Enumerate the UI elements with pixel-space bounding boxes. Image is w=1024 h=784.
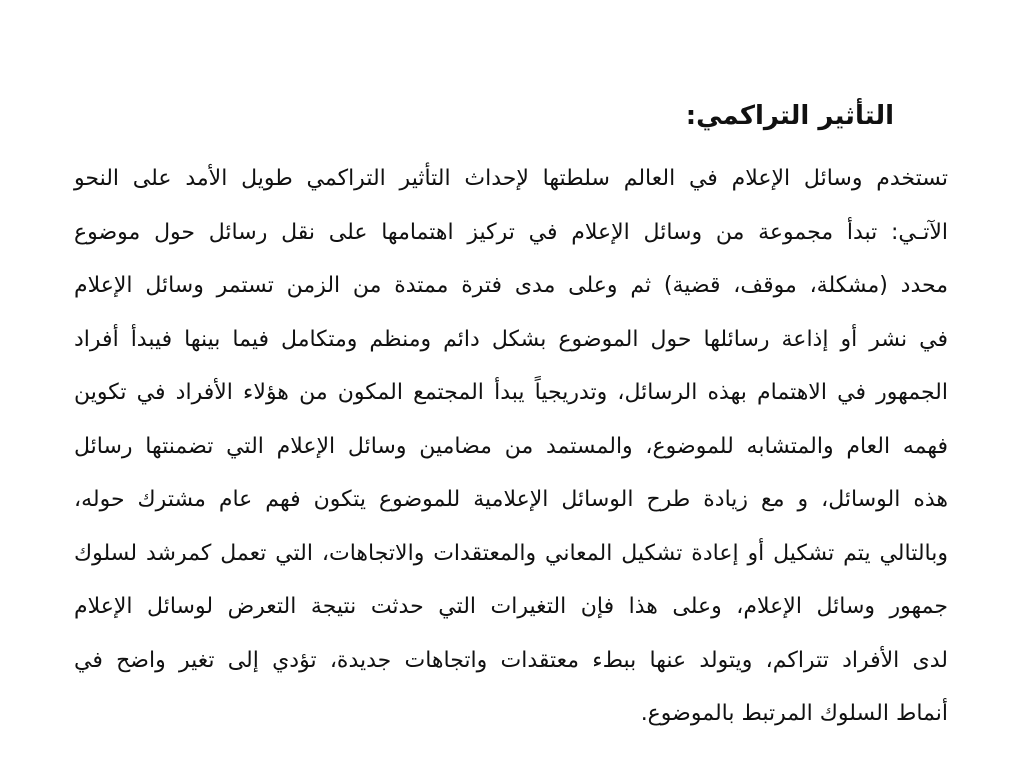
paragraph-line: هذه الوسائل، و مع زيادة طرح الوسائل الإعلامية للموضوع يتكون فهم عام مشترك حوله،: [74, 487, 948, 512]
paragraph-line: لدى الأفراد تتراكم، ويتولد عنها ببطء معتقدات واتجاهات جديدة، تؤدي إلى تغير واضح في: [74, 647, 948, 673]
paragraph-line: محدد (مشكلة، موقف، قضية) ثم وعلى مدى فترة ممتدة من الزمن تستمر وسائل الإعلام: [74, 273, 948, 298]
paragraph-line: جمهور وسائل الإعلام، وعلى هذا فإن التغيرات التي حدثت نتيجة التعرض لوسائل الإعلام: [74, 594, 948, 619]
paragraph-line: الجمهور في الاهتمام بهذه الرسائل، وتدريجياً يبدأ المجتمع المكون من هؤلاء الأفراد في تكوين: [74, 380, 948, 405]
paragraph-line: الآتـي: تبدأ مجموعة من وسائل الإعلام في تركيز اهتمامها على نقل رسائل حول موضوع: [74, 219, 948, 245]
paragraph-line: أنماط السلوك المرتبط بالموضوع.: [640, 701, 948, 726]
paragraph-line: وبالتالي يتم تشكيل أو إعادة تشكيل المعاني والمعتقدات والاتجاهات، التي تعمل كمرشد لسلوك: [74, 540, 948, 566]
paragraph-line: فهمه العام والمتشابه للموضوع، والمستمد من مضامين وسائل الإعلام التي تضمنتها رسائل: [74, 433, 948, 459]
paragraph-line: في نشر أو إذاعة رسائلها حول الموضوع بشكل دائم ومنظم ومتكامل فيما بينها فيبدأ أفراد: [74, 326, 948, 352]
body-paragraph: [74, 152, 948, 741]
paragraph-line: تستخدم وسائل الإعلام في العالم سلطتها لإحداث التأثير التراكمي طويل الأمد على النحو: [74, 166, 948, 191]
section-heading: التأثير التراكمي:: [685, 101, 894, 131]
